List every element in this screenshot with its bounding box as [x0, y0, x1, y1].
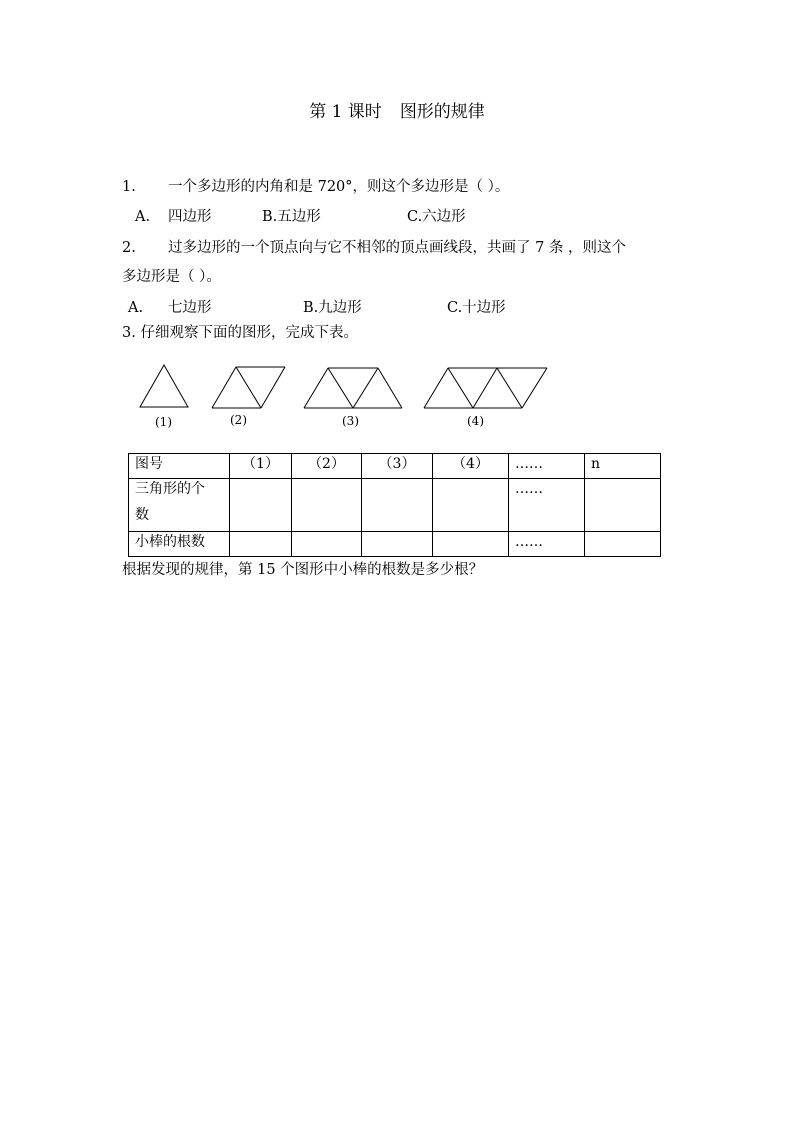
q1-option-a-text: 四边形 — [168, 209, 212, 225]
answer-cell[interactable] — [585, 532, 661, 557]
answer-cell[interactable] — [585, 479, 661, 532]
figure-1-triangle — [140, 365, 188, 407]
q2-option-b: B.九边形 — [303, 300, 362, 316]
q2-option-a-letter: A. — [128, 300, 144, 316]
q2-option-a-text: 七边形 — [168, 300, 212, 316]
answer-cell[interactable] — [292, 532, 362, 557]
followup-question: 根据发现的规律，第 15 个图形中小棒的根数是多少根？ — [122, 562, 484, 578]
q1-option-b: B.五边形 — [262, 209, 321, 225]
table-header-cell: …… — [509, 454, 585, 479]
figure-3-triangles — [304, 368, 402, 408]
table-row-sticks — [129, 532, 661, 557]
table-header-cell: （1） — [230, 454, 292, 479]
lesson-label: 第 1 课时 — [309, 102, 382, 122]
question-1-number: 1. — [122, 179, 136, 195]
answer-cell[interactable] — [433, 479, 509, 532]
row-label-sticks: 小棒的根数 — [129, 532, 230, 557]
q1-option-a-letter: A. — [135, 209, 151, 225]
ellipsis-cell: …… — [509, 479, 585, 532]
row-label-triangles — [129, 479, 230, 532]
answer-cell[interactable] — [433, 532, 509, 557]
row-label-triangles-line2: 数 — [135, 507, 149, 523]
table-header-cell: （4） — [433, 454, 509, 479]
answer-cell[interactable] — [362, 532, 433, 557]
figure-1-label: (1) — [155, 415, 172, 429]
lesson-topic: 图形的规律 — [399, 102, 485, 122]
figure-4-label: (4) — [467, 414, 484, 428]
table-header-cell: 图号 — [129, 454, 230, 479]
table-header-cell: （3） — [362, 454, 433, 479]
q1-option-c: C.六边形 — [407, 209, 466, 225]
table-header-cell: （2） — [292, 454, 362, 479]
triangle-figures — [0, 0, 794, 440]
table-header-cell: n — [585, 454, 661, 479]
question-2-number: 2. — [122, 240, 136, 256]
table-header-row — [129, 454, 661, 479]
answer-cell[interactable] — [362, 479, 433, 532]
answer-cell[interactable] — [292, 479, 362, 532]
question-3-text: 3. 仔细观察下面的图形，完成下表。 — [122, 325, 358, 341]
figure-2-label: (2) — [230, 413, 247, 427]
question-2-text-line1: 过多边形的一个顶点向与它不相邻的顶点画线段，共画了 7 条 ，则这个 — [168, 240, 627, 256]
table-row-triangles — [129, 479, 661, 532]
q2-option-c: C.十边形 — [447, 300, 506, 316]
answer-cell[interactable] — [230, 532, 292, 557]
figure-4-triangles — [424, 368, 547, 408]
question-2-text-line2: 多边形是（ ）。 — [122, 269, 221, 285]
figure-3-label: (3) — [342, 414, 359, 428]
question-1-text: 一个多边形的内角和是 720°，则这个多边形是（ ）。 — [168, 179, 510, 195]
pattern-table — [128, 453, 661, 557]
answer-cell[interactable] — [230, 479, 292, 532]
figure-2-triangles — [212, 367, 285, 408]
ellipsis-cell: …… — [509, 532, 585, 557]
row-label-triangles-line1: 三角形的个 — [135, 481, 205, 497]
